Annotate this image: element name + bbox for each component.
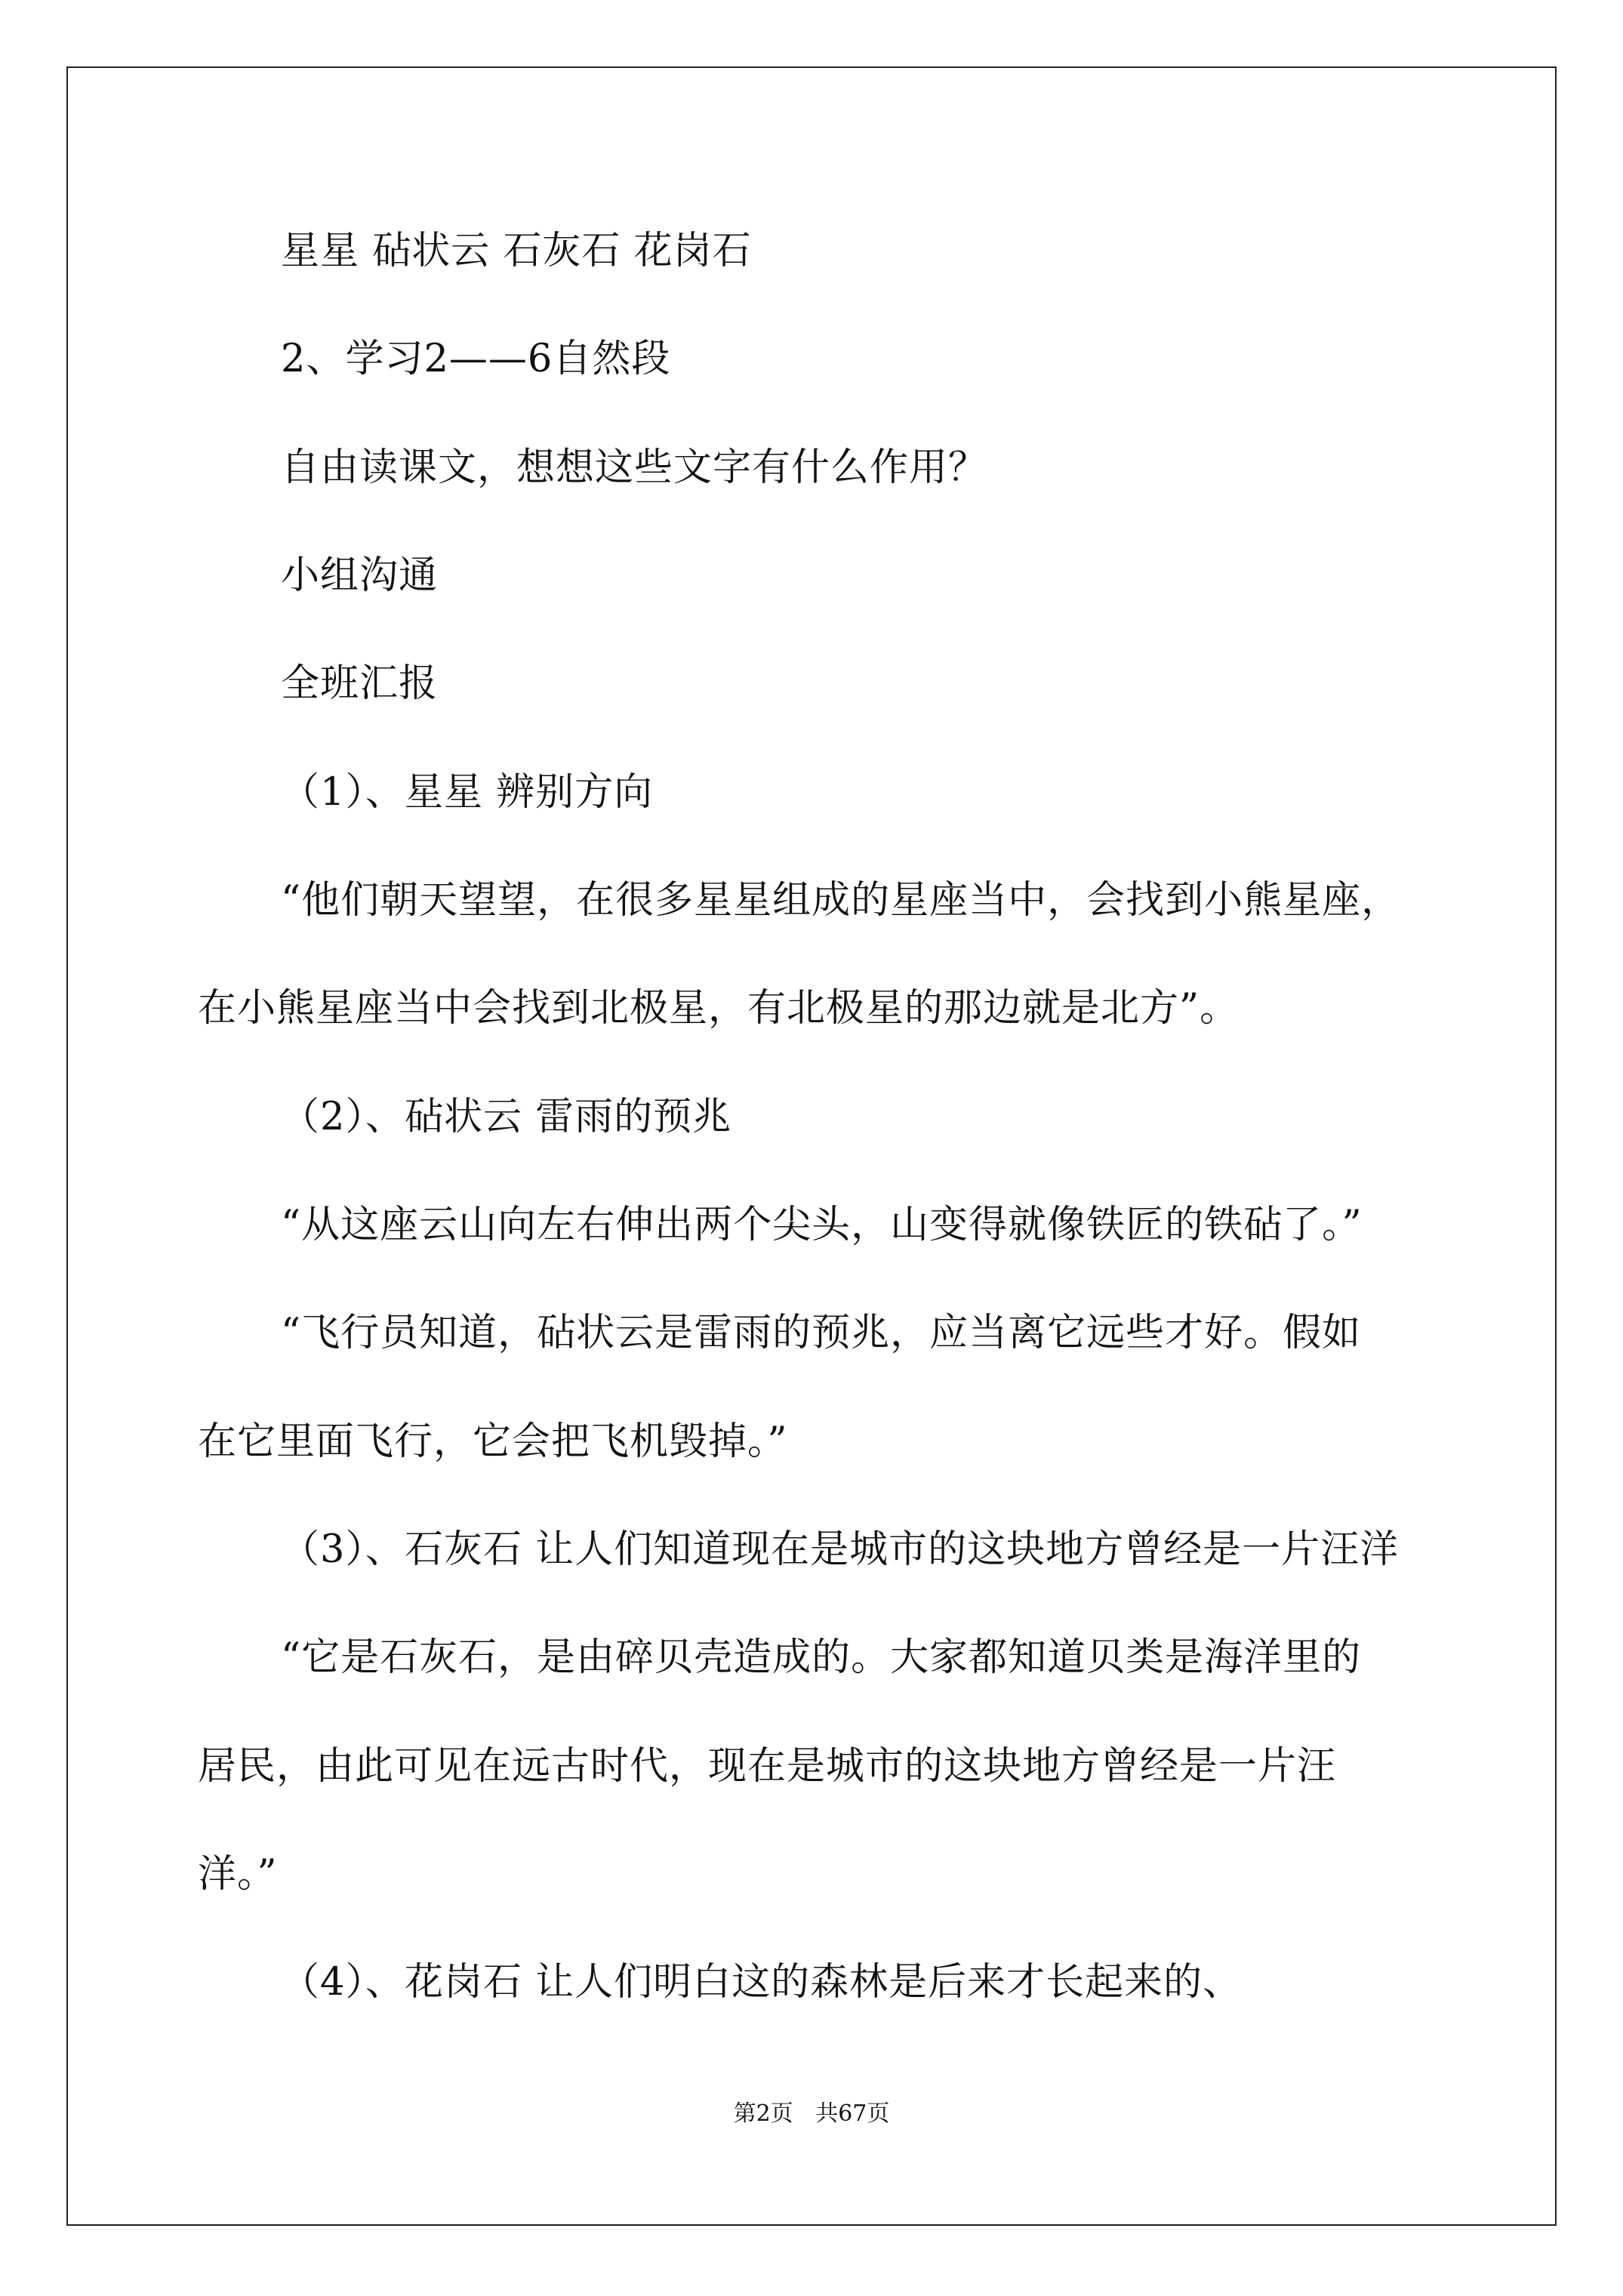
text-line-13: （3）、石灰石 让人们知道现在是城市的这块地方曾经是一片汪洋 xyxy=(281,1527,1400,1572)
text-line-5: 全班汇报 xyxy=(281,661,439,706)
text-line-2: 2、学习2——6自然段 xyxy=(281,337,671,381)
text-line-14: “它是石灰石，是由碎贝壳造成的。大家都知道贝类是海洋里的 xyxy=(281,1635,1362,1680)
text-line-8: 在小熊星座当中会找到北极星，有北极星的那边就是北方”。 xyxy=(198,986,1240,1031)
text-line-3: 自由读课文，想想这些文字有什么作用？ xyxy=(281,445,988,490)
text-line-7: “他们朝天望望，在很多星星组成的星座当中，会找到小熊星座， xyxy=(281,878,1401,923)
text-line-6: （1）、星星 辨别方向 xyxy=(281,770,654,815)
text-line-10: “从这座云山向左右伸出两个尖头，山变得就像铁匠的铁砧了。” xyxy=(281,1203,1363,1247)
text-line-4: 小组沟通 xyxy=(281,553,439,598)
page-border xyxy=(66,66,1557,2226)
page-number: 第2页 xyxy=(733,2100,793,2127)
text-line-15: 居民，由此可见在远古时代，现在是城市的这块地方曾经是一片汪 xyxy=(198,1744,1337,1789)
text-line-11: “飞行员知道，砧状云是雷雨的预兆，应当离它远些才好。假如 xyxy=(281,1311,1362,1355)
page-total: 共67页 xyxy=(815,2100,890,2127)
text-line-9: （2）、砧状云 雷雨的预兆 xyxy=(281,1095,732,1139)
text-line-12: 在它里面飞行，它会把飞机毁掉。” xyxy=(198,1419,788,1464)
page-footer xyxy=(0,2100,1623,2128)
text-line-17: （4）、花岗石 让人们明白这的森林是后来才长起来的、 xyxy=(281,1960,1243,2005)
text-line-1: 星星 砧状云 石灰石 花岗石 xyxy=(281,229,752,273)
text-line-16: 洋。” xyxy=(198,1852,278,1897)
